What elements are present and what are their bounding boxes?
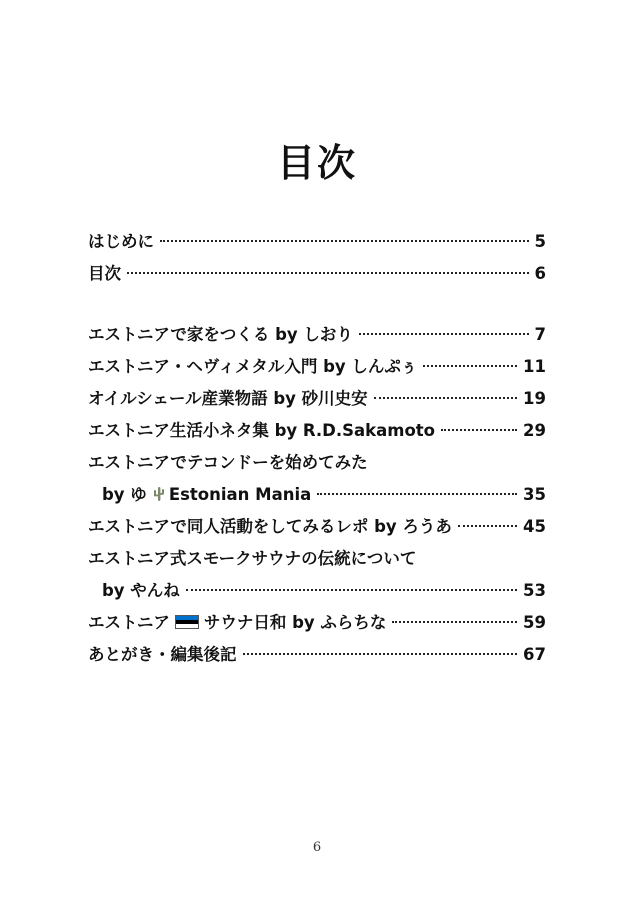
dot-leader [441, 429, 517, 431]
toc-entry-title [102, 479, 311, 511]
cactus-icon [153, 486, 165, 502]
flag-stripe-white [176, 624, 198, 628]
dot-leader [127, 272, 529, 274]
toc-entry-taekwondo-title[interactable] [88, 447, 546, 479]
dot-leader [392, 621, 517, 623]
toc-entry-page: 29 [523, 421, 546, 440]
author-suffix: Estonian Mania [168, 485, 312, 504]
toc-entry-house[interactable] [88, 319, 546, 351]
toc-entry-life-tips[interactable] [88, 415, 546, 447]
toc-entry-taekwondo-author[interactable] [88, 479, 546, 511]
toc-entry-title: 目次 [88, 264, 121, 283]
toc-group-spacer [88, 290, 546, 319]
estonia-flag-icon [175, 615, 199, 629]
toc-entry-page: 19 [523, 389, 546, 408]
toc-entry-smoke-sauna-author[interactable] [88, 575, 546, 607]
toc-entry-heavy-metal[interactable] [88, 351, 546, 383]
toc-entry-page: 59 [523, 613, 546, 632]
toc-entry-sauna-day[interactable] [88, 607, 546, 639]
toc-entry-mokuji[interactable] [88, 258, 546, 290]
toc-entry-hajimeni[interactable] [88, 226, 546, 258]
dot-leader [317, 493, 517, 495]
dot-leader [186, 589, 517, 591]
dot-leader [423, 365, 517, 367]
toc-entry-title: エストニアで同人活動をしてみるレポ by ろうあ [88, 517, 452, 536]
entry-suffix: サウナ日和 by ふらちな [203, 613, 387, 632]
toc-entry-afterword[interactable] [88, 639, 546, 671]
table-of-contents [88, 226, 546, 671]
toc-entry-smoke-sauna-title[interactable] [88, 543, 546, 575]
toc-entry-doujin[interactable] [88, 511, 546, 543]
dot-leader [374, 397, 517, 399]
toc-entry-title: エストニア式スモークサウナの伝統について [88, 549, 417, 568]
dot-leader [243, 653, 518, 655]
toc-entry-title: エストニアでテコンドーを始めてみた [88, 453, 368, 472]
toc-entry-title: エストニア生活小ネタ集 by R.D.Sakamoto [88, 421, 436, 440]
toc-entry-page: 45 [523, 517, 546, 536]
toc-entry-title: はじめに [88, 232, 154, 251]
dot-leader [160, 240, 529, 242]
toc-entry-title [88, 607, 386, 639]
toc-entry-title: エストニア・ヘヴィメタル入門 by しんぷぅ [88, 357, 418, 376]
toc-entry-title: エストニアで家をつくる by しおり [88, 325, 353, 344]
toc-entry-page: 53 [523, 581, 546, 600]
toc-entry-page: 35 [523, 485, 546, 504]
entry-prefix: エストニア [88, 613, 170, 632]
toc-entry-title: あとがき・編集後記 [88, 645, 237, 664]
dot-leader [458, 525, 517, 527]
page-number: 6 [312, 840, 322, 855]
toc-entry-title: オイルシェール産業物語 by 砂川史安 [88, 389, 368, 408]
toc-entry-page: 5 [534, 232, 546, 251]
toc-entry-title: by やんね [102, 581, 180, 600]
toc-entry-oil-shale[interactable] [88, 383, 546, 415]
toc-entry-page: 11 [523, 357, 546, 376]
dot-leader [359, 333, 529, 335]
toc-entry-page: 6 [534, 264, 546, 283]
author-prefix: by ゆ [102, 485, 147, 504]
toc-entry-page: 67 [523, 645, 546, 664]
toc-entry-page: 7 [534, 325, 546, 344]
page-title: 目次 [276, 141, 357, 185]
